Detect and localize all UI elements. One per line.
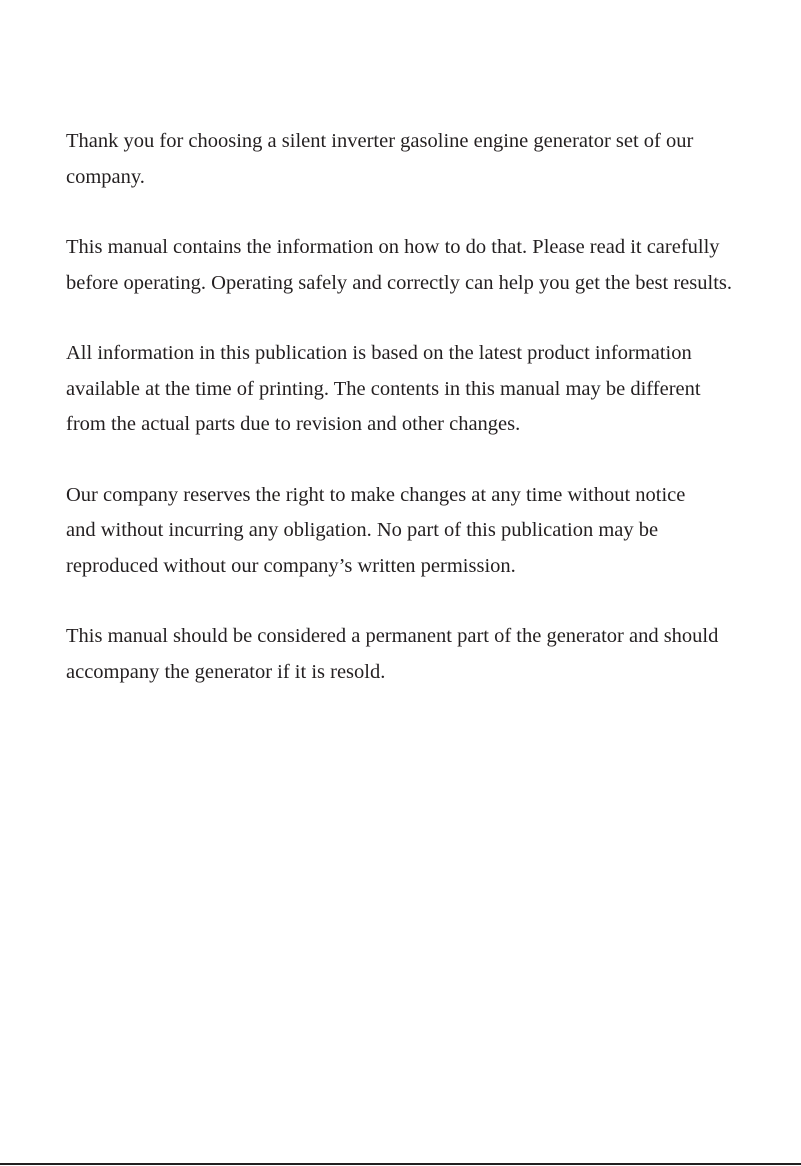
text-line: Thank you for choosing a silent inverter gasoline engine generator set of our <box>66 130 694 152</box>
text-line: This manual contains the information on how to do that. Please read it carefully <box>66 236 720 258</box>
manual-retention-paragraph <box>66 619 771 690</box>
text-line: All information in this publication is based on the latest product information <box>66 342 692 364</box>
text-line: reproduced without our company’s written permission. <box>66 554 516 577</box>
rights-paragraph <box>66 478 771 585</box>
manual-purpose-paragraph <box>66 230 771 301</box>
page-bottom-rule <box>0 1163 801 1165</box>
intro-paragraph <box>66 124 771 195</box>
text-line: before operating. Operating safely and correctly can help you get the best results. <box>66 271 732 294</box>
text-line: from the actual parts due to revision and other changes. <box>66 413 521 435</box>
document-body <box>66 124 771 725</box>
text-line: Our company reserves the right to make changes at any time without notice <box>66 483 686 506</box>
text-line: available at the time of printing. The contents in this manual may be different <box>66 377 701 400</box>
information-disclaimer-paragraph <box>66 336 771 443</box>
text-line: accompany the generator if it is resold. <box>66 660 386 683</box>
text-line: This manual should be considered a permanent part of the generator and should <box>66 625 719 647</box>
text-line: and without incurring any obligation. No part of this publication may be <box>66 519 659 541</box>
text-line: company. <box>66 165 145 188</box>
